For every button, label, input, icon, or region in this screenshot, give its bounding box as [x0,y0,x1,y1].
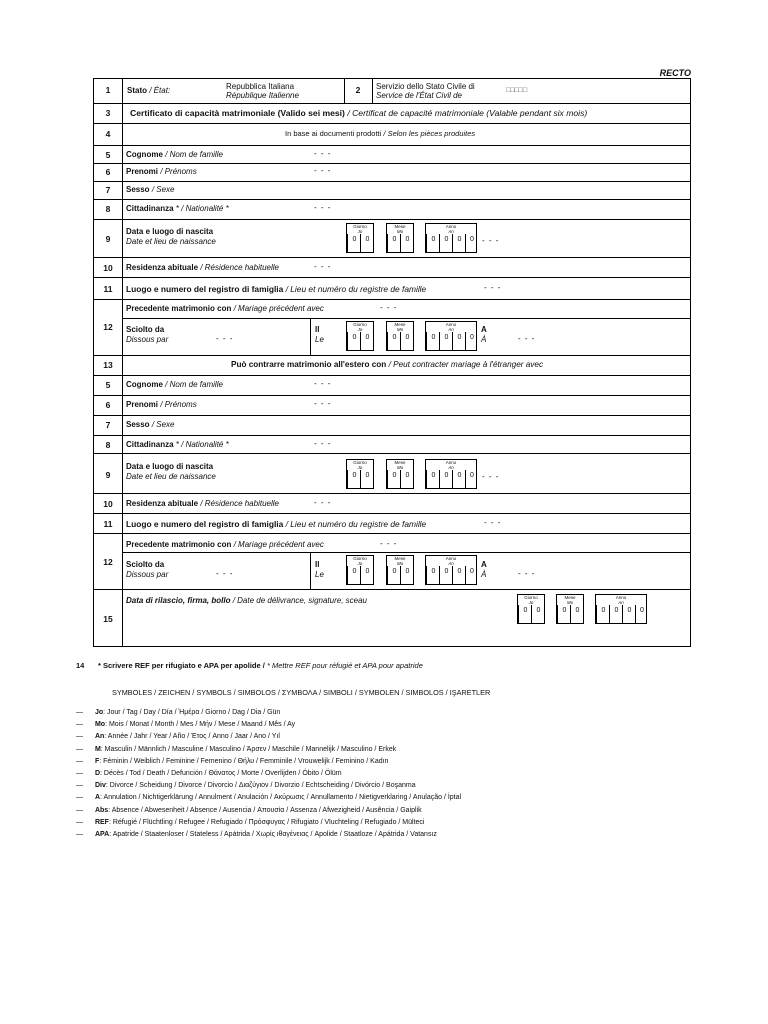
symbol-key: Abs [94,806,109,814]
symbol-entry [76,817,424,828]
registro-label: Luogo e numero del registro di famiglia / Lieu et numéro du registre de famille [126,519,427,529]
dissolution-day-box[interactable]: Giorno Jo 0 0 [346,321,374,351]
nascita-label-fr: Date et lieu de naissance [126,237,216,246]
row-number: 3 [105,108,111,118]
recto-label: RECTO [659,68,691,78]
issue-month-box[interactable]: Mese Mo 0 0 [556,594,584,624]
precedente-value[interactable]: - - - [380,303,398,312]
dissolution-year-box[interactable]: Anno An 0 0 0 0 [425,321,477,351]
spouse-prenomi-value[interactable]: - - - [314,399,332,408]
symbol-key: Mo [94,721,106,729]
row-number: 8 [105,204,111,214]
spouse-sciolto-value[interactable]: - - - [216,569,234,578]
nascita-label: Data e luogo di nascita [126,227,214,236]
dash-bullet: — [76,721,85,729]
nascita-label: Data e luogo di nascita [126,462,214,471]
certificate-title: Certificato di capacità matrimoniale (Valido sei mesi) / Certificat de capacité matrimoniale (Valable pendant six mois) [130,108,588,118]
sciolto-label: Sciolto da [126,560,165,569]
dash-bullet: — [76,782,85,790]
symbol-entry [76,780,416,791]
country-it: Repubblica Italiana [226,82,295,91]
symbol-entry [76,707,280,718]
symbol-key: M [94,745,101,753]
il-label: Il [315,325,320,334]
sesso-label: Sesso / Sexe [126,420,175,429]
row-number: 5 [105,150,111,160]
spouse-birth-day-box[interactable]: Giorno Jo 0 0 [346,459,374,489]
service-boxes[interactable]: □□□□□ [506,87,528,94]
dash-bullet: — [76,818,85,826]
le-label: Le [315,570,324,579]
row-number: 1 [105,85,111,95]
sciolto-label: Sciolto da [126,325,165,334]
row-number: 7 [105,185,111,195]
row-number: 5 [105,380,111,390]
symbol-entry [76,805,422,816]
sciolto-value[interactable]: - - - [216,334,234,343]
cittadinanza-value[interactable]: - - - [314,203,332,212]
row-number: 9 [105,470,111,480]
birth-year-box[interactable]: Anno An 0 0 0 0 [425,223,477,253]
residenza-label: Residenza abituale / Résidence habituelle [126,499,279,508]
footnote-number: 14 [76,661,85,670]
issue-date-label: Data di rilascio, firma, bollo / Date de délivrance, signature, sceau [126,596,368,605]
symbol-key: F [94,757,100,765]
symbol-key: D [94,770,101,777]
symbol-value: : Annulation / Nichtigerklärung / Annulment / Anulación / Ακύρωσις / Annullamento / Nietigverklaring / Anulação / İptal [100,794,462,802]
symbols-title: SYMBOLES / ZEICHEN / SYMBOLS / SIMBOLOS / ΣΥΜΒΟΛΑ / SIMBOLI / SYMBOLEN / SIMBOLOS / IŞARETLER [112,688,491,697]
birth-place-value[interactable]: - - - [482,236,500,245]
symbol-value: : Année / Jahr / Year / Año / Έτος / Anno / Jaar / Ano / Yıl [104,733,280,741]
a-label-fr: À [481,335,487,344]
spouse-registro-value[interactable]: - - - [484,518,502,527]
sciolto-label-fr: Dissous par [126,570,169,579]
dash-bullet: — [76,794,85,802]
stato-label: Stato / État: [127,86,171,95]
symbol-key: Jo [94,709,104,716]
spouse-residenza-value[interactable]: - - - [314,498,332,507]
symbol-entry [76,829,437,840]
spouse-dissolution-year-box[interactable]: Anno An 0 0 0 0 [425,555,477,585]
residenza-label: Residenza abituale / Résidence habituelle [126,263,279,272]
symbol-value: : Féminin / Weiblich / Feminine / Femenino / Θήλυ / Femminile / Vrouwelijk / Feminino / Kadın [99,757,389,765]
cognome-label: Cognome / Nom de famille [126,380,223,389]
issue-year-box[interactable]: Anno An 0 0 0 0 [595,594,647,624]
residenza-value[interactable]: - - - [314,262,332,271]
dash-bullet: — [76,831,85,838]
symbol-value: : Jour / Tag / Day / Día / Ἡμέρα / Giorno / Dag / Dia / Gün [103,709,281,716]
row-number: 10 [103,499,113,509]
dissolution-month-box[interactable]: Mese Mo 0 0 [386,321,414,351]
documents-basis: In base ai documenti prodotti / Selon les pièces produites [285,129,476,138]
dash-bullet: — [76,757,85,765]
cognome-value[interactable]: - - - [314,149,332,158]
prenomi-label: Prenomi / Prénoms [126,400,197,409]
spouse-dissolution-month-box[interactable]: Mese Mo 0 0 [386,555,414,585]
sesso-label: Sesso / Sexe [126,185,175,194]
symbol-key: A [94,794,101,802]
cittadinanza-label: Cittadinanza * / Nationalité * [126,204,229,213]
footnote-text: * Scrivere REF per rifugiato e APA per apolide / * Mettre REF pour réfugié et APA pour apatride [98,661,423,670]
symbol-key: APA [94,831,110,838]
service-it: Servizio dello Stato Civile di [376,82,475,91]
le-label: Le [315,335,324,344]
registro-value[interactable]: - - - [484,283,502,292]
spouse-precedente-value[interactable]: - - - [380,539,398,548]
dissolution-place-value[interactable]: - - - [518,334,536,343]
symbol-value: : Décès / Tod / Death / Defunción / Θάνατος / Morte / Overlijden / Óbito / Ölüm [100,770,342,777]
row-number: 4 [105,129,111,139]
row-number: 8 [105,440,111,450]
country-fr: République Italienne [226,91,299,100]
row-number: 11 [103,519,113,529]
symbol-value: : Divorce / Scheidung / Divorce / Divorcio / Διαζύγιον / Divorzio / Echtscheiding / Divórcio / Boşanma [105,782,416,790]
dash-bullet: — [76,733,85,741]
spouse-cognome-value[interactable]: - - - [314,379,332,388]
spouse-birth-year-box[interactable]: Anno An 0 0 0 0 [425,459,477,489]
symbol-key: Div [94,782,106,790]
spouse-birth-month-box[interactable]: Mese Mo 0 0 [386,459,414,489]
symbol-value: : Apatride / Staatenloser / Stateless / Apátrida / Χωρίς ιθαγένειας / Apolide / Staatloze / Apátrida / Vatansız [109,831,437,838]
symbol-key: REF [94,818,109,826]
sciolto-label-fr: Dissous par [126,335,169,344]
cittadinanza-label: Cittadinanza * / Nationalité * [126,440,229,449]
symbol-value: : Réfugié / Flüchtling / Refugee / Refugiado / Πρόσφυγας / Rifugiato / Vluchteling / Refugiado / Mülteci [108,818,425,826]
a-label-fr: À [481,570,487,579]
prenomi-label: Prenomi / Prénoms [126,167,197,176]
symbol-entry [76,744,396,755]
symbol-value: : Absence / Abwesenheit / Absence / Ausencia / Απουσία / Assenza / Afwezigheid / Ausência / Gaiplik [108,806,422,814]
spouse-birth-place-value[interactable]: - - - [482,472,500,481]
symbol-value: : Mois / Monat / Month / Mes / Μήν / Mese / Maand / Mês / Ay [105,721,296,729]
issue-day-box[interactable]: Giorno Jo 0 0 [517,594,545,624]
dash-bullet: — [76,745,85,753]
dash-bullet: — [76,806,85,814]
dash-bullet: — [76,709,85,716]
row-number: 12 [103,322,113,332]
spouse-dissolution-place-value[interactable]: - - - [518,569,536,578]
cognome-label: Cognome / Nom de famille [126,150,223,159]
precedente-label: Precedente matrimonio con / Mariage précédent avec [126,304,324,313]
row-number: 12 [103,557,113,567]
row-number: 9 [105,234,111,244]
dash-bullet: — [76,770,85,777]
row-number: 10 [103,263,113,273]
row-number: 2 [355,85,361,95]
service-fr: Service de l'État Civil de [376,91,463,100]
symbol-entry [76,719,295,730]
birth-day-box[interactable]: Giorno Jo 0 0 [346,223,374,253]
birth-month-box[interactable]: Mese Mo 0 0 [386,223,414,253]
nascita-label-fr: Date et lieu de naissance [126,472,216,481]
a-label: A [481,325,487,334]
symbol-entry [76,768,342,779]
a-label: A [481,560,487,569]
symbol-entry [76,792,461,803]
symbol-entry [76,731,280,742]
can-marry-abroad: Può contrarre matrimonio all'estero con / Peut contracter mariage à l'étranger avec [231,360,544,369]
row-number: 6 [105,400,111,410]
row-number: 6 [105,167,111,177]
registro-label: Luogo e numero del registro di famiglia / Lieu et numéro du registre de famille [126,284,427,294]
row-number: 11 [103,284,113,294]
symbol-entry [76,756,388,767]
row-number: 7 [105,420,111,430]
row-number: 15 [103,614,113,624]
precedente-label: Precedente matrimonio con / Mariage précédent avec [126,540,324,549]
symbol-key: An [94,733,105,741]
spouse-dissolution-day-box[interactable]: Giorno Jo 0 0 [346,555,374,585]
row-number: 13 [103,360,113,370]
il-label: Il [315,560,320,569]
prenomi-value[interactable]: - - - [314,166,332,175]
symbol-value: : Masculin / Männlich / Masculine / Masculino / Άρσεν / Maschile / Mannelijk / Masculino / Erkek [100,745,397,753]
spouse-cittadinanza-value[interactable]: - - - [314,439,332,448]
